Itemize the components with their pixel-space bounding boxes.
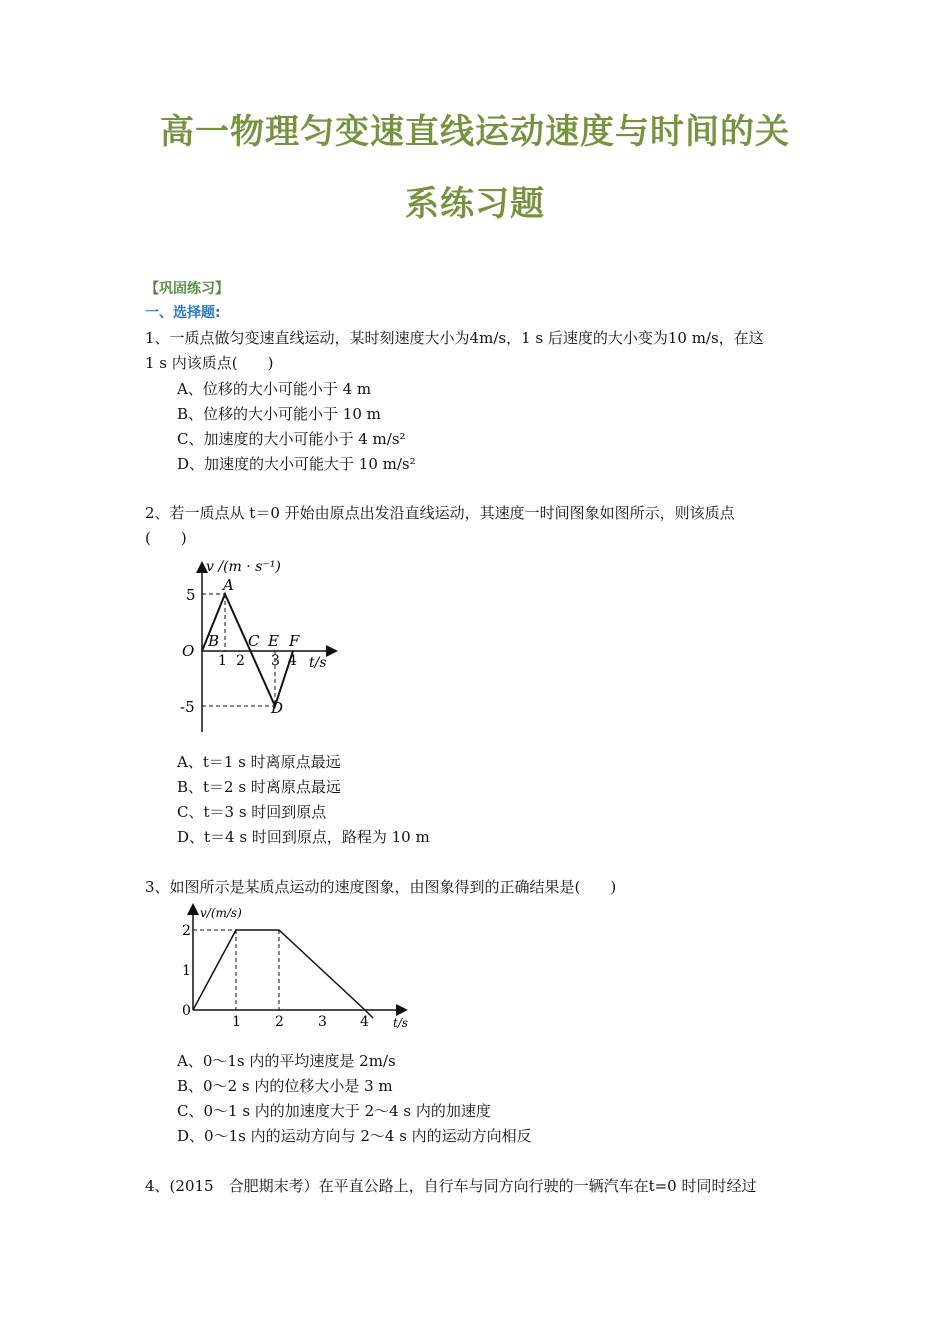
q3-y-axis-label: v/(m/s) xyxy=(200,906,242,920)
q3-y-tick-1: 1 xyxy=(182,963,191,979)
q2-x-tick-3: 3 xyxy=(271,653,280,669)
question-2-option-d: D、t＝4 s 时回到原点，路程为 10 m xyxy=(177,828,430,846)
q2-point-f: F xyxy=(289,632,300,650)
q3-y-tick-2: 2 xyxy=(182,923,191,939)
question-2-option-a: A、t＝1 s 时离原点最远 xyxy=(177,753,341,771)
q2-velocity-line xyxy=(202,594,293,706)
q2-x-tick-4: 4 xyxy=(288,653,297,669)
question-3-option-a: A、0～1s 内的平均速度是 2m/s xyxy=(177,1052,396,1070)
title-line-1: 高一物理匀变速直线运动速度与时间的关 xyxy=(160,112,790,152)
question-3-option-c: C、0～1 s 内的加速度大于 2～4 s 内的加速度 xyxy=(177,1102,491,1120)
q3-x-tick-2: 2 xyxy=(275,1014,284,1030)
question-1-option-c: C、加速度的大小可能小于 4 m/s² xyxy=(177,430,406,448)
question-2-graph xyxy=(175,552,345,742)
q3-x-tick-4: 4 xyxy=(360,1014,369,1030)
q3-x-tick-3: 3 xyxy=(318,1014,327,1030)
question-3-option-b: B、0～2 s 内的位移大小是 3 m xyxy=(177,1077,393,1095)
question-2-line-1: 2、若一质点从 t＝0 开始由原点出发沿直线运动，其速度一时间图象如图所示，则该质点 xyxy=(145,504,735,522)
question-2-option-c: C、t＝3 s 时回到原点 xyxy=(177,803,327,821)
question-1-option-a: A、位移的大小可能小于 4 m xyxy=(177,380,372,398)
q2-point-d: D xyxy=(271,699,284,717)
section-label: 【巩固练习】 xyxy=(145,281,229,297)
q2-x-tick-1: 1 xyxy=(218,653,227,669)
q2-x-axis-label: t/s xyxy=(309,655,327,671)
q2-y-tick-neg5: -5 xyxy=(180,698,195,716)
question-2-line-2: ( ) xyxy=(145,529,187,547)
question-1-option-d: D、加速度的大小可能大于 10 m/s² xyxy=(177,455,416,473)
q2-point-e: E xyxy=(268,632,279,650)
question-2-option-b: B、t＝2 s 时离原点最远 xyxy=(177,778,341,796)
question-3-line-1: 3、如图所示是某质点运动的速度图象，由图象得到的正确结果是( ) xyxy=(145,878,617,896)
subsection-label: 一、选择题: xyxy=(145,305,221,321)
q2-point-c: C xyxy=(248,632,260,650)
q3-y-tick-0: 0 xyxy=(182,1003,191,1019)
q2-y-axis-label: v /(m · s⁻¹) xyxy=(206,559,281,575)
q2-origin-label: O xyxy=(182,642,195,660)
q3-x-tick-1: 1 xyxy=(232,1014,241,1030)
question-3-option-d: D、0～1s 内的运动方向与 2～4 s 内的运动方向相反 xyxy=(177,1127,532,1145)
title-line-2: 系练习题 xyxy=(405,184,545,224)
question-4-line-1: 4、(2015 合肥期末考）在平直公路上，自行车与同方向行驶的一辆汽车在t=0 时同时经过 xyxy=(145,1177,757,1195)
q3-velocity-line xyxy=(193,930,373,1018)
q2-point-a: A xyxy=(223,576,234,594)
q3-x-axis-label: t/s xyxy=(393,1016,409,1030)
question-1-line-1: 1、一质点做匀变速直线运动，某时刻速度大小为4m/s，1 s 后速度的大小变为10 m/s，在这 xyxy=(145,329,764,347)
q2-x-tick-2: 2 xyxy=(236,653,245,669)
question-3-graph xyxy=(175,902,415,1037)
question-1-line-2: 1 s 内该质点( ) xyxy=(145,354,274,372)
q2-point-b: B xyxy=(208,632,220,650)
question-1-option-b: B、位移的大小可能小于 10 m xyxy=(177,405,381,423)
q2-y-tick-5: 5 xyxy=(186,586,196,604)
